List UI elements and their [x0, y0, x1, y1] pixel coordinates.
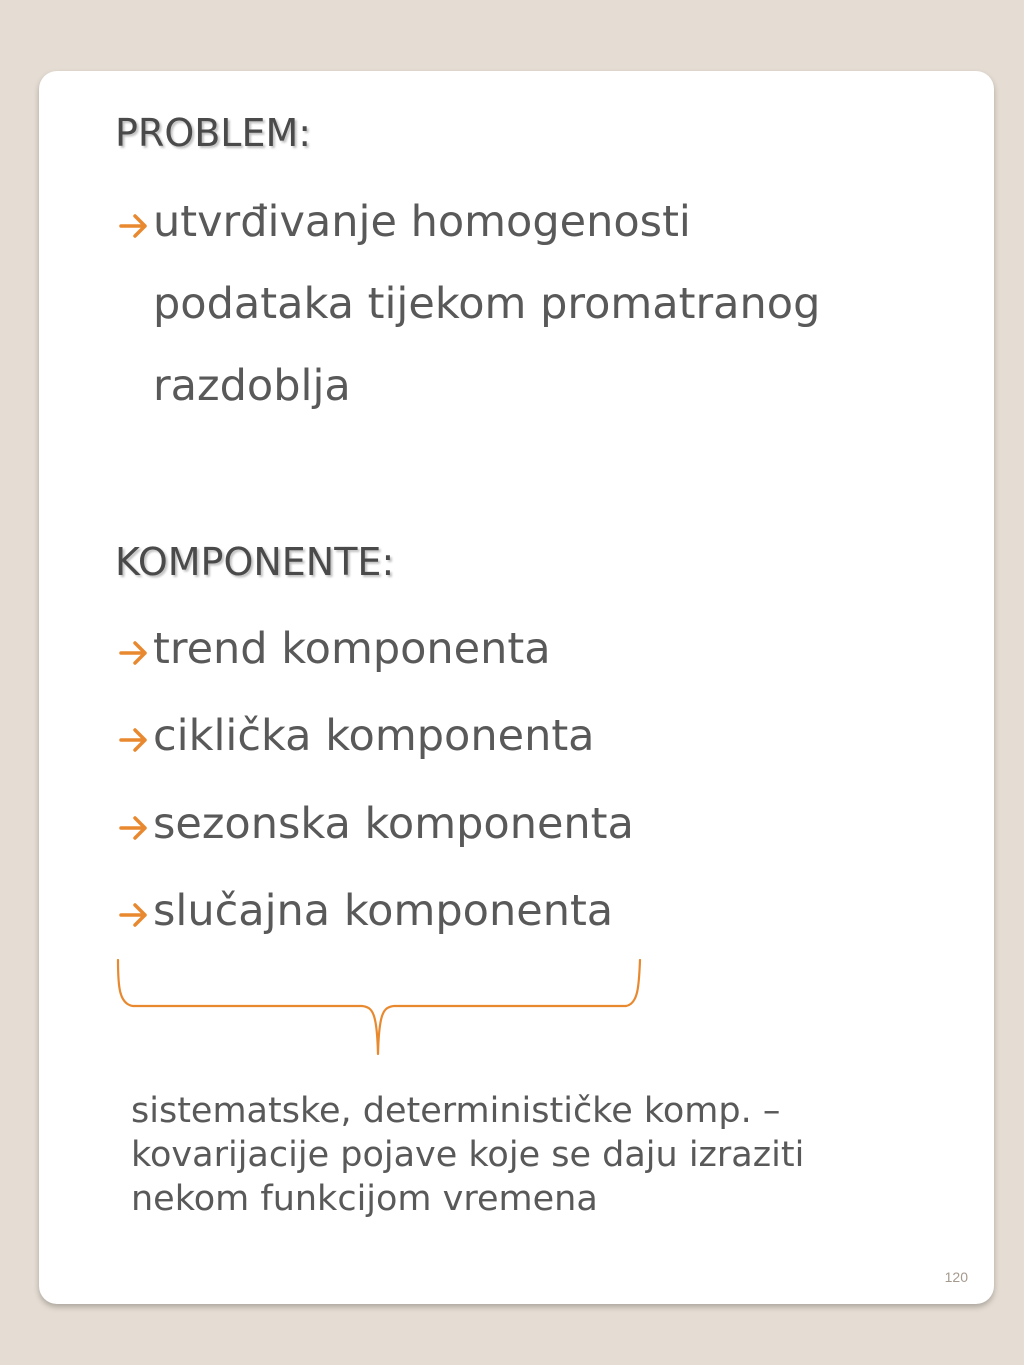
- caption-line-2: kovarijacije pojave koje se daju izraziti: [131, 1135, 805, 1175]
- problem-line-3: razdoblja: [153, 361, 351, 411]
- caption: [131, 1089, 931, 1221]
- component-item: slučajna komponenta: [153, 886, 614, 936]
- arrow-right-icon: [117, 636, 151, 670]
- problem-heading: PROBLEM:: [115, 111, 312, 155]
- component-item: sezonska komponenta: [153, 799, 634, 849]
- arrow-right-icon: [117, 209, 151, 243]
- arrow-right-icon: [117, 723, 151, 757]
- arrow-right-icon: [117, 811, 151, 845]
- caption-line-3: nekom funkcijom vremena: [131, 1179, 598, 1219]
- component-item: ciklička komponenta: [153, 711, 595, 761]
- curly-brace-icon: [109, 956, 649, 1061]
- page-number: 120: [944, 1269, 968, 1285]
- caption-line-1: sistematske, determinističke komp. –: [131, 1091, 781, 1131]
- component-item: trend komponenta: [153, 624, 551, 674]
- components-heading: KOMPONENTE:: [115, 540, 395, 584]
- slide: [39, 71, 994, 1304]
- problem-line-2: podataka tijekom promatranog: [153, 279, 821, 329]
- arrow-right-icon: [117, 898, 151, 932]
- problem-line-1: utvrđivanje homogenosti: [153, 197, 691, 247]
